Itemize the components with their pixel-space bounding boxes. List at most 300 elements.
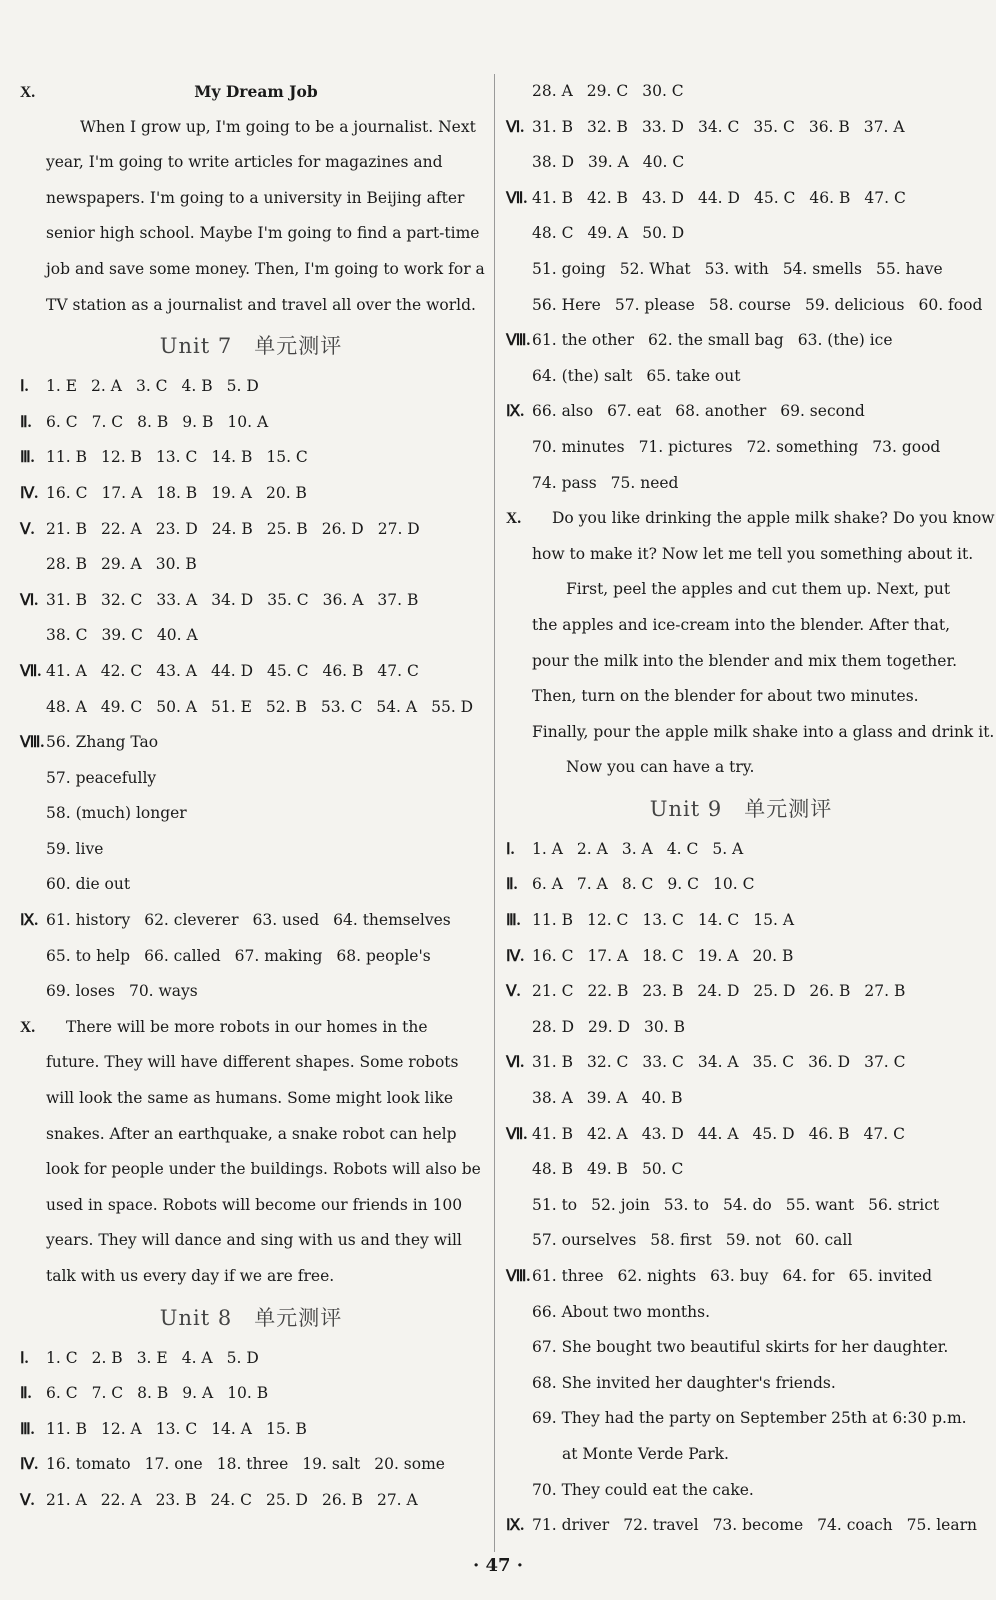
answer-item: 66. About two months. bbox=[532, 1302, 711, 1321]
answer-item: 18. B bbox=[156, 483, 198, 502]
answer-item: 39. C bbox=[101, 626, 143, 645]
answer-item: 21. C bbox=[532, 982, 574, 1001]
answer-row bbox=[20, 1412, 482, 1448]
answer-row bbox=[506, 181, 976, 217]
answer-item: 56. Here bbox=[532, 295, 601, 314]
essay-line bbox=[20, 1045, 482, 1081]
answer-item: 38. D bbox=[532, 153, 575, 172]
answer-item: 32. C bbox=[100, 590, 143, 609]
essay-text: look for people under the buildings. Robots will also be bbox=[46, 1160, 481, 1179]
section-numeral: Ⅳ. bbox=[20, 1456, 39, 1474]
answer-row bbox=[506, 1401, 976, 1437]
answer-item: 11. B bbox=[46, 1419, 87, 1438]
answer-item: 41. A bbox=[46, 661, 87, 680]
answer-item: 49. B bbox=[586, 1160, 628, 1179]
answer-item: 6. C bbox=[46, 1384, 78, 1403]
section-numeral: Ⅳ. bbox=[20, 484, 39, 502]
answer-item: 47. C bbox=[864, 188, 906, 207]
answer-item: 58. course bbox=[708, 295, 791, 314]
answer-row bbox=[506, 1117, 976, 1153]
answer-item: 44. D bbox=[211, 661, 254, 680]
answer-item: 36. B bbox=[808, 117, 850, 136]
answer-item: 16. C bbox=[46, 483, 88, 502]
answer-item: 50. C bbox=[641, 1160, 684, 1179]
answer-item: 26. D bbox=[321, 519, 364, 538]
answer-item: 33. D bbox=[641, 117, 684, 136]
answer-item: 44. A bbox=[697, 1124, 739, 1143]
answer-item: 28. B bbox=[46, 555, 87, 574]
answer-item: 54. smells bbox=[782, 259, 862, 278]
answer-row bbox=[20, 690, 482, 726]
answer-item: 70. They could eat the cake. bbox=[532, 1480, 754, 1499]
answer-item: 61. three bbox=[532, 1267, 604, 1285]
answer-item: 33. C bbox=[642, 1053, 684, 1072]
answer-item: 22. A bbox=[100, 519, 142, 538]
answer-item: 45. C bbox=[267, 661, 309, 680]
answer-item: 29. D bbox=[588, 1017, 631, 1036]
answer-item: 6. C bbox=[46, 412, 78, 431]
answer-item: 1. E bbox=[46, 377, 78, 396]
essay-title-row bbox=[20, 74, 482, 110]
section-numeral: X. bbox=[506, 510, 522, 528]
section-numeral: Ⅸ. bbox=[506, 1517, 525, 1535]
answer-item: 60. die out bbox=[46, 875, 131, 894]
answer-item: 42. B bbox=[586, 188, 628, 207]
answer-item: 56. Zhang Tao bbox=[46, 733, 159, 752]
essay-text: snakes. After an earthquake, a snake robot can help bbox=[46, 1124, 457, 1143]
essay-text: will look the same as humans. Some might look like bbox=[46, 1089, 454, 1108]
answer-item: 8. C bbox=[621, 875, 654, 894]
section-numeral: Ⅵ. bbox=[506, 118, 525, 136]
answer-row bbox=[20, 654, 482, 690]
answer-item: 43. A bbox=[156, 661, 197, 680]
answer-item: 63. buy bbox=[710, 1267, 769, 1285]
answer-row bbox=[506, 1010, 976, 1046]
answer-item: 51. to bbox=[532, 1195, 578, 1214]
answer-item: 9. A bbox=[182, 1384, 214, 1403]
answer-row bbox=[506, 1437, 976, 1473]
essay-line bbox=[20, 1117, 482, 1153]
answer-item: 62. the small bag bbox=[648, 331, 784, 350]
answer-row bbox=[20, 1341, 482, 1377]
answer-item: 20. B bbox=[265, 483, 307, 502]
answer-row bbox=[506, 1295, 976, 1331]
answer-item: 40. A bbox=[156, 626, 198, 645]
answer-item: 19. A bbox=[697, 946, 739, 965]
section-numeral: Ⅱ. bbox=[20, 413, 32, 431]
answer-item: 55. want bbox=[785, 1195, 855, 1214]
answer-item: 10. B bbox=[227, 1384, 269, 1403]
section-numeral: Ⅶ. bbox=[506, 1125, 528, 1143]
page-number: · 47 · bbox=[472, 1555, 524, 1576]
answer-item: 53. with bbox=[704, 259, 769, 278]
essay-text: Now you can have a try. bbox=[566, 758, 755, 777]
answer-item: 40. C bbox=[642, 153, 685, 172]
answer-item: 17. one bbox=[144, 1455, 203, 1474]
section-numeral: Ⅲ. bbox=[506, 912, 521, 930]
answer-item: 28. A bbox=[532, 82, 573, 100]
answer-item: 43. D bbox=[641, 188, 684, 207]
answer-item: 39. A bbox=[586, 1089, 628, 1108]
answer-row bbox=[506, 145, 976, 181]
essay-text: TV station as a journalist and travel all over the world. bbox=[46, 295, 476, 314]
essay-title: My Dream Job bbox=[194, 82, 318, 101]
answer-row bbox=[506, 288, 983, 324]
answer-item: 35. C bbox=[752, 1053, 795, 1072]
unit-heading-label: 单元测评 bbox=[254, 334, 343, 359]
answer-item: 68. another bbox=[675, 402, 767, 421]
answer-item: 62. nights bbox=[617, 1267, 697, 1285]
essay-line bbox=[506, 572, 976, 608]
answer-item: 35. C bbox=[753, 117, 795, 136]
answer-item: 57. ourselves bbox=[532, 1231, 637, 1250]
answer-item: 14. B bbox=[211, 448, 253, 467]
answer-item: 23. D bbox=[155, 519, 198, 538]
answer-item: 65. to help bbox=[46, 946, 131, 965]
answer-row bbox=[20, 547, 482, 583]
answer-item: 2. A bbox=[91, 377, 122, 396]
section-numeral: Ⅰ. bbox=[20, 378, 29, 396]
answer-item: 60. food bbox=[918, 295, 983, 314]
answer-item: 41. B bbox=[532, 188, 573, 207]
answer-item: 43. D bbox=[641, 1124, 684, 1143]
answer-item: 65. invited bbox=[848, 1267, 933, 1285]
answer-item: 34. C bbox=[697, 117, 740, 136]
answer-item: 14. C bbox=[697, 911, 740, 930]
answer-item: 3. A bbox=[621, 839, 653, 858]
answer-item: 54. A bbox=[376, 697, 418, 716]
answer-row bbox=[506, 903, 976, 939]
answer-item: 34. D bbox=[211, 590, 254, 609]
answer-item: 55. D bbox=[431, 697, 474, 716]
column-divider bbox=[494, 74, 495, 1552]
essay-text: newspapers. I'm going to a university in Beijing after bbox=[46, 188, 465, 207]
answer-item: 59. not bbox=[725, 1231, 781, 1250]
answer-item: 25. D bbox=[265, 1490, 308, 1509]
section-numeral: Ⅱ. bbox=[506, 876, 518, 894]
answer-item: 68. people's bbox=[336, 946, 431, 965]
essay-line bbox=[20, 1010, 482, 1046]
essay-line bbox=[506, 608, 976, 644]
answer-item: 16. C bbox=[532, 946, 574, 965]
section-numeral: Ⅶ. bbox=[20, 662, 42, 680]
essay-text: senior high school. Maybe I'm going to find a part-time bbox=[46, 224, 480, 243]
answer-row bbox=[20, 796, 482, 832]
answer-item: 75. learn bbox=[906, 1516, 977, 1535]
answer-item: 63. used bbox=[252, 911, 320, 930]
answer-row bbox=[506, 110, 976, 146]
answer-item: 31. B bbox=[532, 117, 573, 136]
section-numeral: Ⅶ. bbox=[506, 189, 528, 207]
answer-item: 9. B bbox=[182, 412, 214, 431]
answer-item: 27. D bbox=[377, 519, 420, 538]
answer-item: 15. A bbox=[753, 911, 795, 930]
answer-item: 15. C bbox=[266, 448, 308, 467]
answer-item: 51. going bbox=[532, 259, 606, 278]
answer-item: 30. C bbox=[642, 82, 684, 100]
answer-row bbox=[20, 832, 482, 868]
essay-line bbox=[20, 181, 482, 217]
section-numeral: Ⅷ. bbox=[506, 1268, 531, 1285]
section-numeral: Ⅱ. bbox=[20, 1385, 32, 1403]
section-numeral: Ⅰ. bbox=[20, 1349, 29, 1367]
section-numeral: Ⅷ. bbox=[506, 332, 531, 350]
answer-item: 42. A bbox=[586, 1124, 628, 1143]
answer-item: 15. B bbox=[265, 1419, 307, 1438]
essay-line bbox=[20, 110, 482, 146]
answer-item: 71. pictures bbox=[638, 437, 733, 456]
essay-text: how to make it? Now let me tell you something about it. bbox=[532, 544, 974, 563]
answer-row bbox=[506, 1045, 976, 1081]
answer-item: 7. A bbox=[576, 875, 608, 894]
essay-line bbox=[506, 679, 976, 715]
answer-row bbox=[506, 1188, 976, 1224]
answer-item: 31. B bbox=[532, 1053, 573, 1072]
answer-item: 37. B bbox=[377, 590, 419, 609]
answer-item: 4. B bbox=[181, 377, 213, 396]
essay-text: years. They will dance and sing with us and they will bbox=[46, 1231, 462, 1250]
section-numeral: Ⅸ. bbox=[506, 403, 525, 421]
essay-text: future. They will have different shapes. Some robots bbox=[46, 1053, 459, 1072]
answer-row bbox=[506, 939, 976, 975]
answer-item: 8. B bbox=[137, 412, 169, 431]
answer-item: 67. making bbox=[234, 946, 323, 965]
essay-text: There will be more robots in our homes in the bbox=[66, 1017, 428, 1036]
answer-row bbox=[506, 1366, 976, 1402]
answer-item: 24. D bbox=[697, 982, 740, 1001]
essay-text: talk with us every day if we are free. bbox=[46, 1267, 335, 1285]
answer-row bbox=[20, 903, 482, 939]
answer-item: 48. A bbox=[46, 697, 87, 716]
section-numeral: Ⅳ. bbox=[506, 947, 525, 965]
answer-item: 27. A bbox=[376, 1490, 418, 1509]
answer-row bbox=[506, 1152, 976, 1188]
answer-item: 74. pass bbox=[532, 473, 597, 492]
essay-line bbox=[20, 1223, 482, 1259]
answer-item: 13. C bbox=[155, 448, 198, 467]
answer-item: 35. C bbox=[267, 590, 309, 609]
unit-heading-number: Unit 9 bbox=[649, 796, 723, 821]
answer-row bbox=[506, 394, 976, 430]
answer-item: 5. D bbox=[226, 1348, 259, 1367]
answer-item: 30. B bbox=[644, 1017, 685, 1036]
answer-item: 4. C bbox=[666, 839, 699, 858]
answer-item: 68. She invited her daughter's friends. bbox=[532, 1373, 836, 1392]
answer-item: 52. B bbox=[265, 697, 307, 716]
answer-row bbox=[506, 832, 976, 868]
answer-item: 46. B bbox=[322, 661, 364, 680]
essay-line bbox=[506, 537, 976, 573]
answer-row bbox=[506, 1508, 976, 1544]
answer-item: 59. delicious bbox=[804, 295, 905, 314]
answer-row bbox=[20, 476, 482, 512]
essay-line bbox=[506, 715, 995, 751]
answer-item: 17. A bbox=[101, 483, 143, 502]
answer-item: 12. A bbox=[100, 1419, 142, 1438]
answer-item: 3. C bbox=[135, 377, 168, 396]
answer-row bbox=[506, 252, 976, 288]
answer-item: 69. second bbox=[780, 402, 865, 421]
answer-item: 4. A bbox=[181, 1348, 213, 1367]
answer-item: 72. travel bbox=[623, 1516, 699, 1535]
answer-item: 31. B bbox=[46, 590, 87, 609]
answer-item: 11. B bbox=[532, 911, 573, 930]
essay-text: pour the milk into the blender and mix them together. bbox=[532, 651, 958, 670]
answer-item: 12. C bbox=[586, 911, 629, 930]
answer-item: 75. need bbox=[610, 473, 679, 492]
answer-row bbox=[506, 323, 976, 359]
answer-row bbox=[506, 359, 976, 395]
answer-item: 36. D bbox=[808, 1053, 851, 1072]
essay-text: job and save some money. Then, I'm going to work for a bbox=[46, 259, 485, 278]
left-column bbox=[20, 74, 485, 1519]
answer-item: 21. A bbox=[46, 1490, 87, 1509]
answer-item: 7. C bbox=[91, 412, 124, 431]
answer-item: 12. B bbox=[100, 448, 142, 467]
unit-heading-number: Unit 8 bbox=[159, 1305, 233, 1330]
answer-item: 10. A bbox=[227, 412, 269, 431]
answer-item: 47. C bbox=[863, 1124, 905, 1143]
essay-text: the apples and ice-cream into the blender. After that, bbox=[532, 615, 951, 634]
section-numeral: X. bbox=[20, 1018, 36, 1036]
answer-item: 14. A bbox=[211, 1419, 252, 1438]
answer-item: 70. minutes bbox=[532, 437, 625, 456]
answer-item: 72. something bbox=[746, 437, 859, 456]
answer-row bbox=[506, 1223, 976, 1259]
section-numeral: Ⅴ. bbox=[506, 983, 521, 1001]
answer-item: 64. (the) salt bbox=[532, 366, 633, 385]
answer-item: 54. do bbox=[722, 1195, 772, 1214]
essay-text: used in space. Robots will become our friends in 100 bbox=[46, 1195, 463, 1214]
essay-block bbox=[506, 501, 995, 786]
answer-row bbox=[506, 216, 976, 252]
answer-row bbox=[20, 939, 482, 975]
answer-item: 61. history bbox=[46, 911, 131, 930]
answer-item: 73. become bbox=[712, 1516, 804, 1535]
essay-line bbox=[20, 1081, 482, 1117]
answer-item: 59. live bbox=[46, 839, 104, 858]
essay-text: year, I'm going to write articles for magazines and bbox=[46, 153, 443, 172]
answer-item: 2. B bbox=[91, 1348, 123, 1367]
answer-item: 38. A bbox=[532, 1089, 573, 1108]
answer-item: 33. A bbox=[156, 590, 198, 609]
answer-item: 69. They had the party on September 25th at 6:30 p.m. bbox=[532, 1409, 967, 1428]
answer-item: 42. C bbox=[100, 661, 143, 680]
answer-item: 58. first bbox=[650, 1231, 712, 1250]
unit-heading-label: 单元测评 bbox=[744, 796, 833, 821]
answer-item: 30. B bbox=[155, 555, 197, 574]
section-numeral: Ⅲ. bbox=[20, 449, 35, 467]
answer-row bbox=[506, 974, 976, 1010]
essay-text: Finally, pour the apple milk shake into a glass and drink it. bbox=[532, 722, 995, 741]
answer-row bbox=[20, 440, 482, 476]
answer-item: 32. C bbox=[586, 1053, 629, 1072]
answer-item: 44. D bbox=[697, 188, 740, 207]
answer-item: 7. C bbox=[91, 1384, 124, 1403]
answer-item: 6. A bbox=[532, 875, 563, 894]
answer-item: 61. the other bbox=[532, 331, 635, 350]
answer-item: 67. eat bbox=[607, 402, 662, 421]
answer-item: 22. B bbox=[587, 982, 629, 1001]
answer-item: 37. C bbox=[864, 1053, 906, 1072]
essay-block bbox=[20, 1010, 482, 1295]
answer-row bbox=[20, 583, 482, 619]
answer-item: 67. She bought two beautiful skirts for her daughter. bbox=[532, 1338, 949, 1357]
answer-item: 10. C bbox=[713, 875, 755, 894]
answer-item: 19. salt bbox=[302, 1455, 361, 1474]
section-numeral: Ⅷ. bbox=[20, 734, 45, 752]
essay-line bbox=[506, 501, 995, 537]
essay-line bbox=[20, 1152, 482, 1188]
answer-row bbox=[506, 1259, 976, 1295]
answer-row bbox=[20, 1483, 482, 1519]
answer-row bbox=[20, 974, 482, 1010]
answer-item: 45. D bbox=[752, 1124, 795, 1143]
unit-heading bbox=[20, 323, 482, 369]
answer-item: 65. take out bbox=[646, 366, 741, 385]
answer-item: 25. D bbox=[753, 982, 796, 1001]
answer-item: 57. peacefully bbox=[46, 768, 157, 787]
essay-text: Then, turn on the blender for about two minutes. bbox=[532, 687, 919, 706]
answer-row bbox=[20, 867, 482, 903]
answer-item: 3. E bbox=[136, 1348, 168, 1367]
essay-text: First, peel the apples and cut them up. Next, put bbox=[566, 580, 951, 599]
answer-item: 11. B bbox=[46, 448, 87, 467]
answer-item: 13. C bbox=[642, 911, 684, 930]
answer-row bbox=[20, 369, 482, 405]
essay-line bbox=[20, 1188, 482, 1224]
answer-item: 53. to bbox=[663, 1195, 709, 1214]
answer-row bbox=[506, 74, 976, 110]
answer-item: 26. B bbox=[809, 982, 851, 1001]
answer-item: 18. three bbox=[216, 1455, 289, 1474]
answer-item: 37. A bbox=[863, 117, 905, 136]
answer-row bbox=[20, 618, 482, 654]
answer-item: 38. C bbox=[46, 626, 88, 645]
answer-row bbox=[20, 1376, 482, 1412]
answer-item: 64. themselves bbox=[333, 911, 451, 930]
answer-item: 74. coach bbox=[817, 1516, 893, 1535]
unit-heading-number: Unit 7 bbox=[159, 334, 233, 359]
answer-item: 50. A bbox=[156, 697, 197, 716]
answer-item: 40. B bbox=[641, 1089, 683, 1108]
answer-item: 50. D bbox=[642, 224, 685, 243]
answer-item: 25. B bbox=[266, 519, 308, 538]
answer-item: 63. (the) ice bbox=[797, 331, 893, 350]
answer-item: 5. D bbox=[226, 377, 259, 396]
answer-row bbox=[20, 1447, 482, 1483]
answer-row bbox=[506, 430, 976, 466]
answer-row bbox=[20, 725, 482, 761]
answer-row bbox=[506, 867, 976, 903]
answer-item: 47. C bbox=[377, 661, 419, 680]
essay-text: Do you like drinking the apple milk shake? Do you know bbox=[552, 509, 995, 528]
answer-row bbox=[20, 512, 482, 548]
section-numeral: Ⅸ. bbox=[20, 912, 39, 930]
answer-item: 24. C bbox=[210, 1490, 252, 1509]
answer-item: 28. D bbox=[532, 1017, 575, 1036]
section-numeral: Ⅰ. bbox=[506, 840, 515, 858]
answer-item: 26. B bbox=[321, 1490, 363, 1509]
answer-item: 53. C bbox=[320, 697, 363, 716]
answer-item: 60. call bbox=[794, 1231, 853, 1250]
answer-item: 45. C bbox=[753, 188, 796, 207]
section-numeral: Ⅲ. bbox=[20, 1420, 35, 1438]
essay-line bbox=[20, 252, 485, 288]
answer-item: 23. B bbox=[155, 1490, 197, 1509]
answer-row bbox=[20, 405, 482, 441]
answer-row bbox=[506, 466, 976, 502]
